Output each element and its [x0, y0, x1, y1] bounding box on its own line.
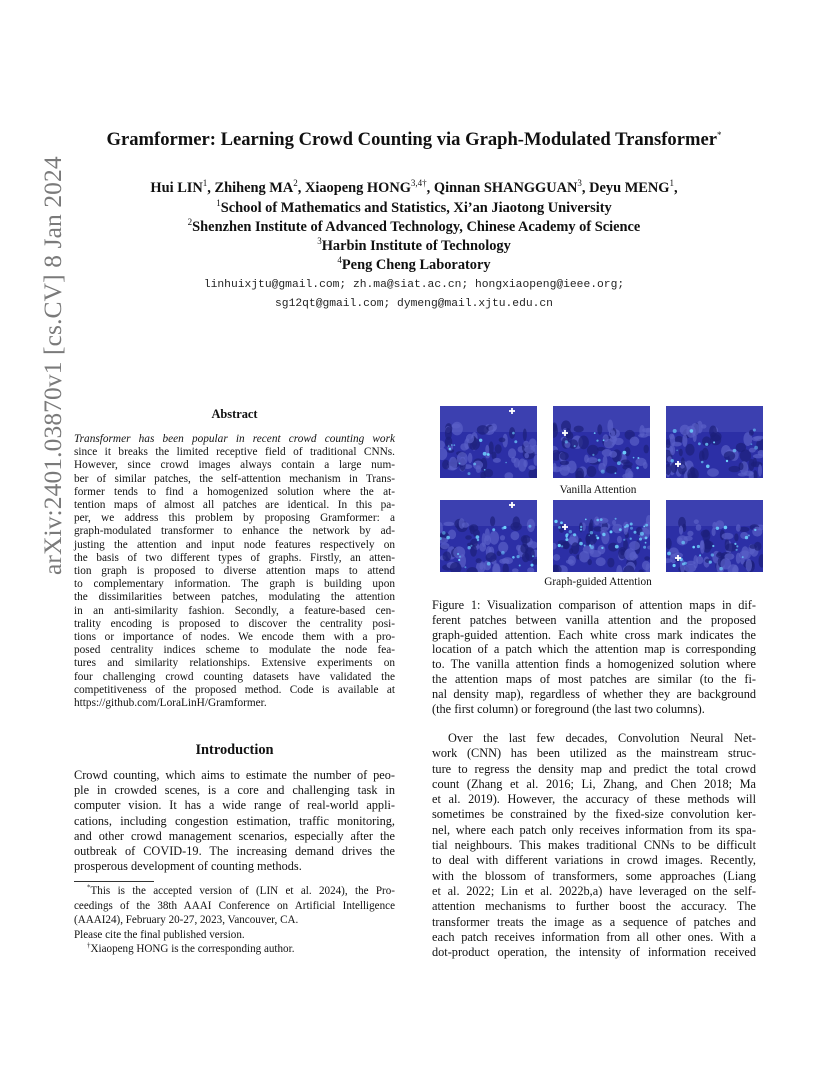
abstract-body [74, 433, 395, 710]
intro-line: and other crowd management scenarios, especially after the [74, 828, 395, 843]
body-line: each patch receives information from all other ones. With a [432, 929, 756, 944]
caption-line: to. The vanilla attention finds a homogenized solution where [432, 657, 756, 672]
abstract-line: the basis of two different types of graphs. Firstly, an atten- [74, 551, 395, 564]
introduction-body [74, 768, 395, 874]
figure-1 [440, 406, 756, 592]
body-line: nel, where each patch only receives information from its spa- [432, 822, 756, 837]
intro-line: Crowd counting, which aims to estimate the number of peo- [74, 768, 395, 782]
body-line: attention mechanisms to further boost the accuracy. The [432, 899, 756, 914]
intro-line: prosperous development of counting methods. [74, 859, 302, 874]
abstract-line: trality encoding is proposed to discover the centrality posi- [74, 617, 395, 630]
caption-line: graph-guided attention. Each white cross mark indicates the [432, 627, 756, 642]
code-link[interactable]: https://github.com/LoraLinH/Gramformer. [74, 697, 267, 710]
right-column-body [432, 731, 756, 960]
abstract-line: per, we address this problem by proposing Gramformer: a [74, 512, 395, 525]
title-footnote-mark: * [716, 129, 722, 140]
author: Deyu MENG$^1$, [589, 178, 678, 196]
abstract-line: in an anti-similarity fashion. Secondly, a feature-based cen- [74, 604, 395, 617]
footnote-line: *This is the accepted version of (LIN et al. 2024), the Pro- [87, 883, 395, 897]
author-list [0, 180, 828, 197]
body-line: tial neighbours. This makes traditional CNNs to be difficult [432, 838, 756, 853]
affiliation: $^1$School of Mathematics and Statistics, Xi’an Jiaotong University [216, 198, 612, 216]
abstract-line: tention maps of almost all patches are identical. In this pa- [74, 499, 395, 512]
figure-caption [432, 598, 756, 716]
affiliation: $^2$Shenzhen Institute of Advanced Technology, Chinese Academy of Science [187, 217, 641, 235]
caption-line: Figure 1: Visualization comparison of attention maps in dif- [432, 598, 756, 612]
body-line: ture to regress the density map and predict the total crowd [432, 761, 756, 776]
attention-map-graph-2 [553, 500, 650, 572]
arxiv-side-stamp: arXiv:2401.03870v1 [cs.CV] 8 Jan 2024 [38, 156, 67, 575]
caption-line: ferent patches between vanilla attention and the proposed [432, 612, 756, 627]
author: Xiaopeng $HONG^{3,4\dagger}$, [304, 178, 434, 196]
paper-title-text: Gramformer: Learning Crowd Counting via Graph-Modulated Transformer [106, 129, 717, 150]
body-line: sometimes be constrained by the fixed-size convolution ker- [432, 807, 756, 822]
affiliation: $^4$Peng Cheng Laboratory [337, 255, 491, 273]
body-line: Over the last few decades, Convolution Neural Net- [448, 731, 756, 745]
body-line: with the blossom of transformers, some approaches (Liang [432, 868, 756, 883]
abstract-heading: Abstract [211, 407, 258, 421]
footnote-line: Please cite the final published version. [74, 928, 245, 941]
abstract-line: posed centrality indices scheme to modulate the node fea- [74, 644, 395, 657]
paper-title [0, 129, 828, 151]
abstract-line: tures and similarity relationships. Extensive experiments on [74, 657, 395, 670]
abstract-line: since it breaks the limited receptive field of traditional CNNs. [74, 446, 395, 459]
abstract-line: tions or importance of nodes. We encode them with a pro- [74, 631, 395, 644]
email-line: sg12qt@gmail.com; dymeng@mail.xjtu.edu.cn [275, 298, 553, 310]
vanilla-attention-label: Vanilla Attention [559, 484, 637, 496]
body-line: dot-product operation, the intensity of information received [432, 945, 756, 960]
abstract-line: justing the attention and input node features respectively on [74, 538, 395, 551]
author: Qinnan SHANGGUAN$^3$, [433, 178, 590, 196]
body-line: count (Zhang et al. 2016; Li, Zhang, and Chen 2018; Ma [432, 776, 756, 791]
caption-line: the attention maps of most patches are similar (to the fi- [432, 671, 756, 686]
abstract-line: four challenging crowd counting datasets have validated the [74, 670, 395, 683]
intro-line: cations, including congestion estimation, traffic monitoring, [74, 813, 395, 828]
abstract-line: Transformer has been popular in recent crowd counting work [74, 433, 395, 445]
abstract-line: graph-modulated transformer to enhance the network by ad- [74, 525, 395, 538]
attention-map-graph-3 [666, 500, 763, 572]
intro-line: computer vision. It has a wide range of real-world appli- [74, 798, 395, 813]
caption-line: (the first column) or foreground (the last two columns). [432, 701, 705, 716]
abstract-line: competitiveness of the proposed method. Code is available at [74, 683, 395, 696]
body-line: to deal with different variations in crowd images. Recently, [432, 853, 756, 868]
body-line: work (CNN) has been utilized as the mainstream struc- [432, 746, 756, 761]
intro-line: ple in crowded scenes, is a core and challenging task in [74, 783, 395, 798]
intro-line: outbreak of COVID-19. The increasing demand drives the [74, 844, 395, 859]
abstract-line: former tends to find a homogenized solution where the at- [74, 485, 395, 498]
attention-map-vanilla-1 [440, 406, 537, 478]
attention-map-graph-1 [440, 500, 537, 572]
graph-guided-attention-label: Graph-guided Attention [544, 576, 652, 588]
email-line: linhuixjtu@gmail.com; zh.ma@siat.ac.cn; hongxiaopeng@ieee.org; [203, 279, 625, 291]
attention-map-vanilla-2 [553, 406, 650, 478]
abstract-line: tion graph is proposed to diverse attention maps to attend [74, 565, 395, 578]
footnote-line: ceedings of the 38th AAAI Conference on Artificial Intelligence [74, 899, 395, 912]
body-line: et al. 2019). However, the accuracy of these methods will [432, 792, 756, 807]
footnotes [74, 884, 395, 957]
author: Hui LIN$^1$, [150, 178, 215, 196]
caption-line: nal density map), regardless of whether they are background [432, 686, 756, 701]
author: Zhiheng $MA^2$, [214, 178, 305, 196]
footnote-divider [74, 881, 154, 882]
caption-line: location of a patch which the attention map is corresponding [432, 642, 756, 657]
abstract-line: ber of similar patches, the self-attention mechanism in Trans- [74, 472, 395, 485]
introduction-heading: Introduction [195, 742, 274, 758]
footnote-line: †Xiaopeng HONG is the corresponding author. [87, 941, 295, 956]
footnote-line: (AAAI24), February 20-27, 2023, Vancouver, CA. [74, 914, 299, 927]
abstract-line: However, since crowd images always contain a large num- [74, 459, 395, 472]
abstract-line: the dissimilarities between patches, modulating the attention [74, 591, 395, 604]
attention-map-vanilla-3 [666, 406, 763, 478]
affiliation: $^3$Harbin Institute of Technology [317, 236, 511, 254]
abstract-line: to complementary information. The graph is building upon [74, 578, 395, 591]
body-line: transformer treats the image as a sequence of patches and [432, 914, 756, 929]
body-line: et al. 2022; Lin et al. 2022b,a) have leveraged on the self- [432, 883, 756, 898]
